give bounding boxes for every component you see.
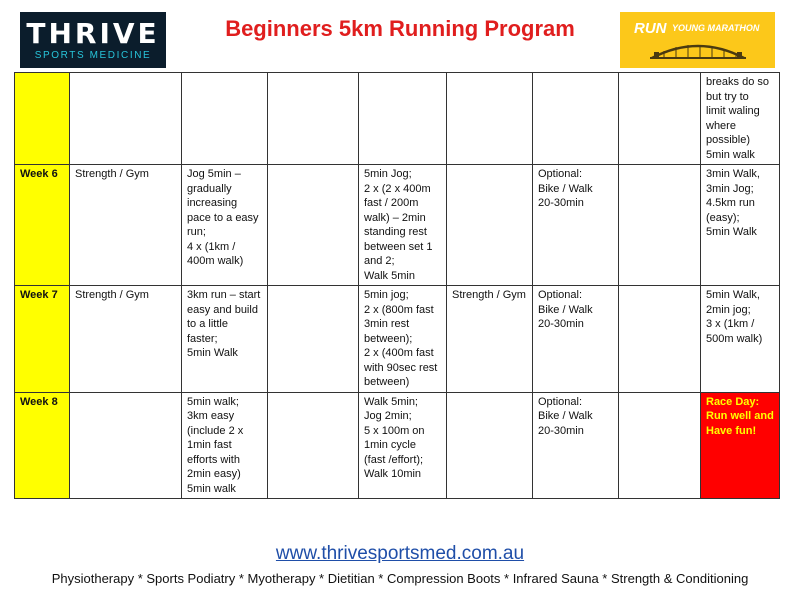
cell-line: 3min Walk, (706, 168, 760, 180)
table-cell (70, 165, 182, 286)
cell-line: possible) (706, 134, 751, 146)
cell-line: Bike / Walk (538, 182, 593, 195)
cell-line: Walk 10min (364, 468, 422, 480)
table-row (15, 73, 780, 165)
table-cell (182, 286, 268, 393)
cell-line: 4 x (1km / (187, 240, 236, 253)
cell-line: 3km easy (187, 410, 235, 422)
cell-line: Strength / Gym (75, 289, 149, 301)
week-label-cell (15, 73, 70, 165)
table-cell (619, 286, 701, 393)
table-cell (268, 286, 359, 393)
cell-line: to a little (187, 318, 228, 330)
marathon-logo (620, 12, 775, 68)
cell-line: gradually (187, 182, 232, 195)
cell-line: and 2; (364, 255, 395, 267)
cell-line: efforts with (187, 453, 240, 466)
cell-line: limit waling (706, 105, 760, 117)
cell-line: Strength / Gym (75, 168, 149, 180)
cell-line: with 90sec rest (364, 361, 438, 374)
cell-line: faster; (187, 332, 218, 345)
cell-line: 5min Jog; (364, 168, 412, 180)
services-list: Physiotherapy * Sports Podiatry * Myotherapy * Dietitian * Compression Boots * Infrared Sauna * Strength & Conditioning (51, 571, 749, 586)
cell-line: Optional: (538, 289, 583, 301)
cell-line: standing rest (364, 226, 427, 238)
cell-line: pace to a easy (187, 211, 259, 224)
cell-line: 5min walk (706, 148, 755, 161)
cell-line: 1min fast (187, 439, 232, 451)
cell-line: Race Day: (706, 395, 760, 408)
cell-line: increasing (187, 197, 238, 209)
cell-line: Jog 2min; (364, 410, 412, 422)
cell-line: where (706, 119, 736, 132)
table-row (15, 392, 780, 499)
table-cell (701, 165, 780, 286)
cell-line: fast / 200m (364, 197, 419, 209)
thrive-logo-brand: THRIVE (26, 17, 160, 50)
table-row (15, 286, 780, 393)
cell-line: breaks do so (706, 76, 769, 88)
website-link[interactable]: www.thrivesportsmed.com.au (275, 543, 525, 564)
cell-line: easy and build (187, 303, 258, 316)
table-cell (619, 73, 701, 165)
cell-line: 5min Walk (706, 226, 757, 238)
cell-line: 5 x 100m on (364, 424, 425, 437)
cell-line: Optional: (538, 395, 583, 408)
cell-line: Bike / Walk (538, 303, 593, 316)
cell-line: 2 x (400m fast (364, 347, 434, 359)
cell-line: 5min walk; (187, 395, 239, 408)
cell-line: walk) – 2min (364, 211, 426, 224)
cell-line: 3min Jog; (706, 182, 754, 195)
race-day-cell (701, 392, 780, 499)
cell-line: between); (364, 332, 413, 345)
bridge-icon (650, 40, 746, 62)
week-label-cell: Week 7 (15, 286, 70, 393)
cell-line: 2min easy) (187, 468, 241, 480)
cell-line: 20-30min (538, 424, 584, 437)
table-cell (359, 392, 447, 499)
cell-line: 4.5km run (706, 197, 755, 209)
table-cell (70, 73, 182, 165)
table-cell (447, 392, 533, 499)
table-cell (268, 73, 359, 165)
table-cell (359, 165, 447, 286)
thrive-logo-subtitle: SPORTS MEDICINE (34, 50, 152, 61)
table-cell (701, 286, 780, 393)
table-cell (447, 73, 533, 165)
table-cell (268, 392, 359, 499)
cell-line: 5min jog; (364, 289, 409, 301)
cell-line: Walk 5min (364, 269, 415, 282)
cell-line: (easy); (706, 211, 740, 224)
cell-line: 1min cycle (364, 439, 416, 451)
cell-line: Walk 5min; (364, 395, 418, 408)
table-cell (447, 286, 533, 393)
page-title: Beginners 5km Running Program (225, 16, 575, 41)
table-cell (70, 392, 182, 499)
cell-line: (fast /effort); (364, 453, 424, 466)
cell-line: Have fun! (706, 424, 757, 437)
cell-line: 500m walk) (706, 332, 763, 345)
cell-line: but try to (706, 90, 749, 103)
marathon-logo-subtitle: YOUNG MARATHON (672, 23, 760, 33)
cell-line: 2min jog; (706, 303, 751, 316)
cell-line: between) (364, 376, 410, 388)
cell-line: 3 x (1km / (706, 318, 755, 330)
table-cell (533, 392, 619, 499)
table-row (15, 165, 780, 286)
week-label-cell: Week 8 (15, 392, 70, 499)
table-cell (533, 165, 619, 286)
week-label-cell: Week 6 (15, 165, 70, 286)
cell-line: 5min Walk, (706, 289, 760, 301)
table-cell (268, 165, 359, 286)
cell-line: Optional: (538, 168, 583, 180)
cell-line: between set 1 (364, 240, 433, 253)
marathon-logo-run: RUN (634, 20, 667, 37)
cell-line: Bike / Walk (538, 410, 593, 422)
cell-line: Jog 5min – (187, 168, 241, 180)
cell-line: 5min Walk (187, 347, 238, 359)
cell-line: Strength / Gym (452, 289, 526, 301)
table-cell (359, 286, 447, 393)
cell-line: 5min walk (187, 482, 236, 495)
table-cell (70, 286, 182, 393)
cell-line: 2 x (800m fast (364, 303, 434, 316)
table-cell (182, 165, 268, 286)
table-cell (701, 73, 780, 165)
table-cell (619, 165, 701, 286)
program-table (14, 72, 780, 499)
cell-line: (include 2 x (187, 424, 244, 437)
table-cell (533, 73, 619, 165)
table-cell (447, 165, 533, 286)
cell-line: 2 x (2 x 400m (364, 182, 431, 195)
cell-line: Run well and (706, 410, 774, 422)
cell-line: 3min rest (364, 318, 410, 330)
cell-line: 3km run – start (187, 289, 261, 301)
cell-line: 400m walk) (187, 255, 244, 267)
table-cell (533, 286, 619, 393)
cell-line: 20-30min (538, 318, 584, 330)
cell-line: run; (187, 226, 206, 238)
table-cell (182, 73, 268, 165)
table-cell (619, 392, 701, 499)
table-cell (182, 392, 268, 499)
cell-line: 20-30min (538, 197, 584, 209)
table-cell (359, 73, 447, 165)
